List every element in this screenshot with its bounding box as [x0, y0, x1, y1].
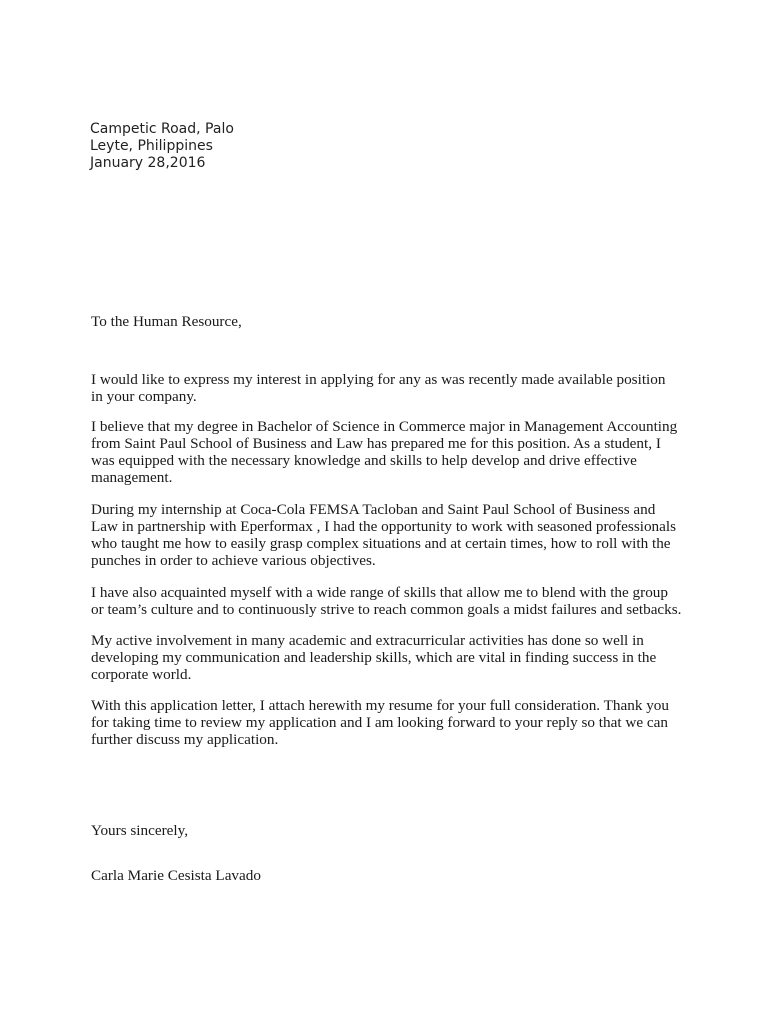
- address-line-2: Leyte, Philippines: [90, 138, 213, 154]
- sender-address-block: [90, 121, 234, 172]
- paragraph-line: for taking time to review my application and I am looking forward to your reply so that we can: [91, 714, 668, 731]
- paragraph-line: I would like to express my interest in applying for any as was recently made available position: [91, 371, 666, 388]
- paragraph-line: or team’s culture and to continuously strive to reach common goals a midst failures and setbacks.: [91, 601, 682, 618]
- paragraph-line: from Saint Paul School of Business and Law has prepared me for this position. As a student, I: [91, 435, 661, 452]
- paragraph-line: I have also acquainted myself with a wide range of skills that allow me to blend with the group: [91, 584, 668, 601]
- paragraph-line: During my internship at Coca-Cola FEMSA Tacloban and Saint Paul School of Business and: [91, 501, 656, 518]
- letter-date: January 28,2016: [90, 155, 206, 171]
- paragraph-internship: [91, 501, 691, 569]
- paragraph-closing-request: [91, 697, 691, 748]
- paragraph-line: I believe that my degree in Bachelor of Science in Commerce major in Management Accounting: [91, 418, 678, 435]
- paragraph-line: My active involvement in many academic and extracurricular activities has done so well in: [91, 632, 644, 649]
- address-line-1: Campetic Road, Palo: [90, 121, 234, 137]
- paragraph-interest: [91, 371, 691, 405]
- paragraph-line: Law in partnership with Eperformax , I had the opportunity to work with seasoned professionals: [91, 518, 677, 535]
- paragraph-degree: [91, 418, 691, 486]
- paragraph-line: With this application letter, I attach herewith my resume for your full consideration. Thank you: [91, 697, 669, 714]
- paragraph-line: developing my communication and leadership skills, which are vital in finding success in the: [91, 649, 657, 666]
- paragraph-line: further discuss my application.: [91, 731, 279, 748]
- paragraph-line: in your company.: [91, 388, 197, 405]
- paragraph-line: management.: [91, 469, 173, 486]
- paragraph-skills: [91, 584, 691, 618]
- salutation: To the Human Resource,: [91, 313, 242, 330]
- paragraph-line: corporate world.: [91, 666, 192, 683]
- paragraph-involvement: [91, 632, 691, 683]
- paragraph-line: who taught me how to easily grasp complex situations and at certain times, how to roll with the: [91, 535, 671, 552]
- complimentary-close: Yours sincerely,: [91, 822, 189, 839]
- paragraph-line: punches in order to achieve various objectives.: [91, 552, 376, 569]
- signature-name: Carla Marie Cesista Lavado: [91, 867, 261, 884]
- paragraph-line: was equipped with the necessary knowledge and skills to help develop and drive effective: [91, 452, 637, 469]
